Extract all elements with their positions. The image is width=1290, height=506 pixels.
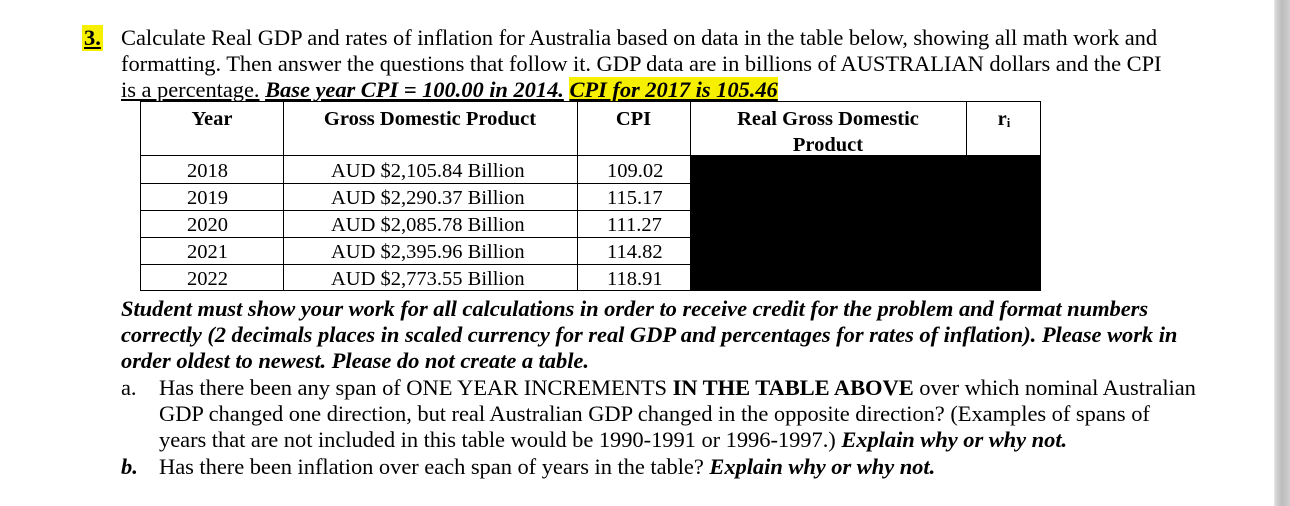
question-line-2: formatting. Then answer the questions that follow it. GDP data are in billions of AUSTRALIAN dollars and the CPI xyxy=(121,51,1162,76)
part-b-label: b. xyxy=(121,454,138,479)
page-edge-scrollbar xyxy=(1274,0,1290,506)
row-2022-year: 2022 xyxy=(187,268,228,290)
base-year-note: Base year CPI = 100.00 in 2014. xyxy=(265,77,564,102)
header-inflation-rate: rᵢ xyxy=(997,108,1011,130)
row-2021-gdp: AUD $2,395.96 Billion xyxy=(331,241,525,263)
row-2022-gdp: AUD $2,773.55 Billion xyxy=(331,268,525,290)
part-a-line-1-start: Has there been any span of ONE YEAR INCREMENTS xyxy=(159,375,673,400)
part-b-plain: Has there been inflation over each span of years in the table? xyxy=(159,454,710,479)
row-2020-gdp: AUD $2,085.78 Billion xyxy=(331,214,525,236)
header-year: Year xyxy=(191,108,233,130)
part-a-line-2: GDP changed one direction, but real Australian GDP changed in the opposite direction? (Examples of spans of xyxy=(159,401,1150,426)
header-real-gdp-line-1: Real Gross Domestic xyxy=(737,108,919,130)
row-2021-cpi: 114.82 xyxy=(607,241,663,263)
instructions-line-3: order oldest to newest. Please do not create a table. xyxy=(121,348,589,373)
row-2018-year: 2018 xyxy=(187,160,228,182)
part-a-explain: Explain why or why not. xyxy=(841,427,1068,452)
part-b-explain: Explain why or why not. xyxy=(709,454,936,479)
row-2018-cpi: 109.02 xyxy=(607,160,664,182)
instructions-line-1: Student must show your work for all calculations in order to receive credit for the problem and format numbers xyxy=(121,296,1149,321)
part-b-line xyxy=(159,454,935,480)
row-2019-gdp: AUD $2,290.37 Billion xyxy=(331,187,525,209)
header-real-gdp-line-2: Product xyxy=(792,134,864,156)
row-2020-year: 2020 xyxy=(187,214,228,236)
question-line-3-plain: is a percentage. xyxy=(121,77,260,102)
question-number: 3. xyxy=(84,25,101,50)
cpi-2017-note: CPI for 2017 is 105.46 xyxy=(569,77,778,102)
question-line-3 xyxy=(121,77,778,103)
part-a-line-1 xyxy=(159,375,1196,401)
row-2022-cpi: 118.91 xyxy=(607,268,663,290)
row-2019-cpi: 115.17 xyxy=(607,187,663,209)
question-line-1: Calculate Real GDP and rates of inflation for Australia based on data in the table below, showing all math work and xyxy=(121,25,1158,50)
part-a-line-3 xyxy=(159,427,1067,453)
part-a-line-1-end: over which nominal Australian xyxy=(913,375,1196,400)
row-2018-gdp: AUD $2,105.84 Billion xyxy=(331,160,525,182)
instructions-line-2: correctly (2 decimals places in scaled currency for real GDP and percentages for rates of inflation). Please work in xyxy=(121,322,1178,347)
part-a-label: a. xyxy=(121,375,137,400)
header-gdp: Gross Domestic Product xyxy=(323,108,537,130)
row-2019-year: 2019 xyxy=(187,187,228,209)
part-a-line-3-plain: years that are not included in this table would be 1990-1991 or 1996-1997.) xyxy=(159,427,842,452)
header-cpi: CPI xyxy=(615,108,652,130)
row-2020-cpi: 111.27 xyxy=(607,214,662,236)
part-a-line-1-bold: IN THE TABLE ABOVE xyxy=(672,375,914,400)
row-2021-year: 2021 xyxy=(187,241,228,263)
gdp-table xyxy=(140,101,1041,291)
redacted-answer-area xyxy=(691,156,1040,290)
